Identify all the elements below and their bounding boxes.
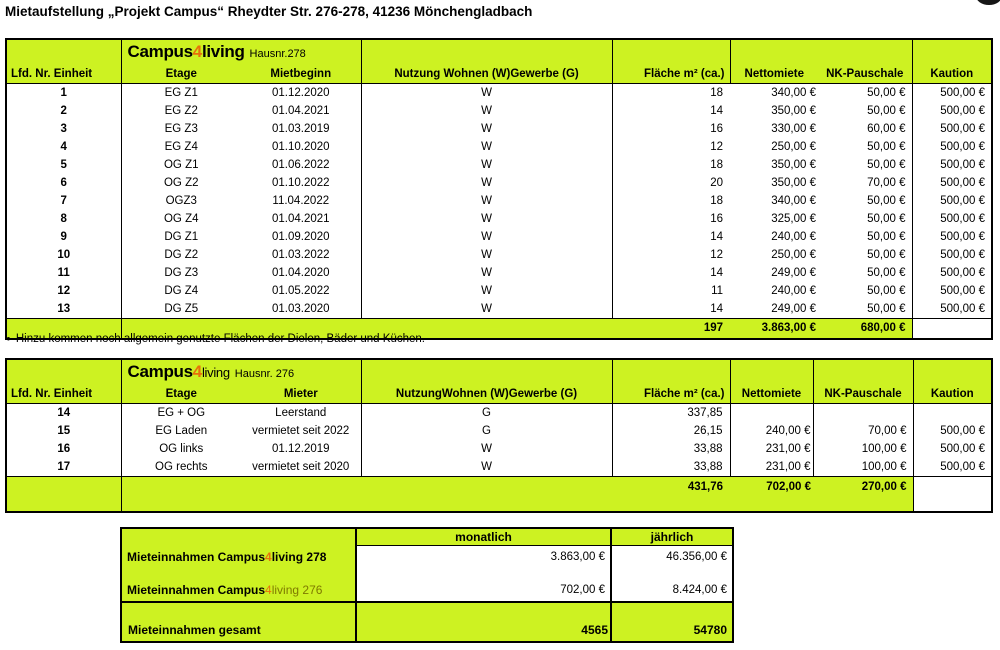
cell-nutzung: W (361, 138, 612, 156)
cell-flaeche: 18 (612, 192, 730, 210)
brand-276: Campus4living Hausnr. 276 (121, 359, 361, 386)
cell-nutzung: W (361, 156, 612, 174)
table-row (6, 264, 992, 282)
summary-yearly-278: 46.356,00 € (666, 551, 727, 563)
summary-monthly-values (356, 546, 611, 603)
brand-four: 4 (192, 42, 202, 61)
totals-row-276 (6, 477, 992, 513)
table-row (6, 300, 992, 319)
totals-flaeche: 431,76 (121, 477, 730, 513)
cell-etage: DG Z4 (121, 282, 241, 300)
cell-etage: EG Z3 (121, 120, 241, 138)
cell-lfd-nr: 11 (57, 267, 70, 279)
cell-nk: 50,00 € (867, 195, 906, 207)
cell-nk: 50,00 € (867, 213, 906, 225)
cell-etage: OG Z4 (121, 210, 241, 228)
cell-nk: 50,00 € (867, 231, 906, 243)
cell-nk: 50,00 € (867, 303, 906, 315)
header-spacer (912, 39, 992, 66)
cell-flaeche: 18 (612, 84, 730, 103)
cell-nutzung: W (361, 228, 612, 246)
cell-kaution: 500,00 € (912, 300, 992, 319)
table-row (6, 282, 992, 300)
brand-campus: Campus4living (127, 42, 245, 61)
summary-monthly-276: 702,00 € (560, 584, 605, 596)
cell-mietbeginn: 01.06.2022 (271, 159, 330, 171)
summary-header-spacer (121, 528, 356, 546)
cell-nettomiete: 240,00 € (730, 422, 813, 440)
summary-monthly-278: 3.863,00 € (550, 551, 605, 563)
cell-nettomiete: 350,00 € (771, 159, 817, 171)
column-header-kaution: Kaution (912, 66, 992, 84)
cell-kaution: 500,00 € (912, 264, 992, 282)
column-header-nettomiete: Nettomiete (730, 386, 813, 404)
cell-nettomiete (730, 404, 813, 423)
cell-kaution: 500,00 € (913, 422, 992, 440)
cell-nettomiete: 240,00 € (771, 285, 817, 297)
column-header-nutzung: Nutzung Wohnen (W)Gewerbe (G) (361, 66, 612, 84)
cell-flaeche: 33,88 (612, 440, 730, 458)
cell-nettomiete: 350,00 € (771, 105, 817, 117)
bullet-icon: ● (6, 334, 11, 343)
cell-kaution: 500,00 € (912, 210, 992, 228)
cell-flaeche: 12 (612, 138, 730, 156)
cell-nettomiete: 231,00 € (730, 458, 813, 477)
brand-campus: Campus4 (127, 362, 202, 381)
cell-nutzung: W (361, 210, 612, 228)
cell-kaution: 500,00 € (912, 120, 992, 138)
column-header-nk: NK-Pauschale (818, 66, 912, 84)
summary-total-label: Mieteinnahmen gesamt (121, 602, 356, 642)
cell-nk: 70,00 € (813, 422, 913, 440)
cell-nk: 60,00 € (867, 123, 906, 135)
cell-mietbeginn: 01.03.2022 (271, 249, 330, 261)
cell-kaution: 500,00 € (912, 138, 992, 156)
cell-lfd-nr: 12 (57, 285, 71, 297)
cell-lfd-nr: 13 (57, 303, 71, 315)
cell-flaeche: 14 (612, 102, 730, 120)
cell-nettomiete: 250,00 € (771, 249, 817, 261)
cell-kaution: 500,00 € (912, 174, 992, 192)
cell-kaution: 500,00 € (912, 228, 992, 246)
cell-lfd-nr: 7 (60, 195, 67, 207)
cell-flaeche: 12 (612, 246, 730, 264)
cell-etage: EG + OG (121, 404, 241, 423)
header-spacer (6, 359, 121, 386)
table-row (6, 422, 992, 440)
cell-mietbeginn: 01.10.2020 (271, 141, 330, 153)
cell-lfd-nr: 2 (60, 105, 67, 117)
table-row (6, 458, 992, 477)
table-row (6, 156, 992, 174)
cell-lfd-nr: 5 (60, 159, 67, 171)
summary-labels (121, 546, 356, 603)
header-spacer (730, 359, 813, 386)
column-header-etage: Etage (121, 386, 241, 404)
cell-nutzung: W (361, 120, 612, 138)
cell-flaeche: 14 (612, 264, 730, 282)
cell-nettomiete: 330,00 € (771, 123, 817, 135)
cell-mieter: vermietet seit 2020 (252, 461, 350, 473)
totals-kaution-empty (912, 319, 992, 340)
summary-header-jaehrlich: jährlich (611, 528, 733, 546)
brand-four: 4 (192, 362, 202, 381)
note-common-areas: ● Hinzu kommen noch allgemein genutzte Flächen der Dielen, Bäder und Küchen. (6, 333, 425, 345)
cell-nk: 50,00 € (867, 141, 906, 153)
rent-table-276 (5, 358, 993, 513)
cell-nk: 50,00 € (867, 285, 906, 297)
cell-kaution: 500,00 € (912, 282, 992, 300)
cell-nettomiete: 231,00 € (730, 440, 813, 458)
cell-flaeche: 26,15 (612, 422, 730, 440)
cell-mieter: vermietet seit 2022 (252, 425, 350, 437)
table-row (6, 404, 992, 423)
cell-mieter: Leerstand (275, 407, 327, 419)
cell-kaution: 500,00 € (913, 458, 992, 477)
cell-flaeche: 337,85 (612, 404, 730, 423)
column-header-nutzung: NutzungWohnen (W)Gewerbe (G) (361, 386, 612, 404)
table-row (6, 210, 992, 228)
cell-nutzung: G (361, 404, 612, 423)
summary-total-yearly: 54780 (611, 602, 733, 642)
header-spacer (361, 39, 612, 66)
cell-nutzung: W (361, 174, 612, 192)
column-header-kaution: Kaution (913, 386, 992, 404)
cell-kaution: 500,00 € (912, 192, 992, 210)
cell-etage: DG Z2 (121, 246, 241, 264)
cell-nettomiete: 350,00 € (771, 177, 817, 189)
cell-mietbeginn: 01.04.2021 (271, 105, 330, 117)
cell-mietbeginn: 11.04.2022 (272, 195, 330, 207)
cell-lfd-nr: 1 (60, 87, 67, 99)
header-spacer (612, 39, 730, 66)
page-corner-dot-icon (976, 0, 1000, 5)
totals-nk: 680,00 € (818, 319, 912, 340)
header-spacer (612, 359, 730, 386)
cell-nk: 50,00 € (867, 249, 906, 261)
cell-mietbeginn: 01.05.2022 (271, 285, 330, 297)
cell-lfd-nr: 17 (57, 461, 71, 473)
totals-flaeche: 197 (121, 319, 730, 340)
rent-table-278 (5, 38, 993, 340)
summary-label-276: Mieteinnahmen Campus4living 276 (127, 582, 323, 597)
cell-nk: 70,00 € (867, 177, 906, 189)
totals-nk: 270,00 € (813, 477, 913, 513)
cell-etage: DG Z5 (121, 300, 241, 319)
cell-lfd-nr: 3 (60, 123, 67, 135)
column-header-lfd: Lfd. Nr. Einheit (6, 66, 121, 84)
table-row (6, 192, 992, 210)
column-header-etage: Etage (121, 66, 241, 84)
cell-etage: EG Z2 (121, 102, 241, 120)
totals-nettomiete: 702,00 € (730, 477, 813, 513)
cell-kaution: 500,00 € (912, 156, 992, 174)
cell-flaeche: 18 (612, 156, 730, 174)
totals-spacer (6, 477, 121, 513)
cell-lfd-nr: 6 (60, 177, 67, 189)
header-spacer (913, 359, 992, 386)
header-spacer (361, 359, 612, 386)
cell-nettomiete: 325,00 € (771, 213, 817, 225)
cell-etage: OG Z1 (121, 156, 241, 174)
cell-kaution: 500,00 € (912, 102, 992, 120)
cell-nutzung: G (361, 422, 612, 440)
cell-nk: 50,00 € (867, 105, 906, 117)
totals-nettomiete: 3.863,00 € (730, 319, 818, 340)
cell-nutzung: W (361, 84, 612, 103)
cell-lfd-nr: 8 (60, 213, 67, 225)
cell-nk: 100,00 € (813, 440, 913, 458)
cell-nk: 50,00 € (867, 87, 906, 99)
cell-lfd-nr: 10 (57, 249, 71, 261)
cell-kaution (913, 404, 992, 423)
cell-flaeche: 16 (612, 210, 730, 228)
cell-flaeche: 16 (612, 120, 730, 138)
cell-mietbeginn: 01.10.2022 (271, 177, 330, 189)
cell-mietbeginn: 01.12.2020 (271, 87, 330, 99)
table-row (6, 246, 992, 264)
cell-mietbeginn: 01.04.2021 (271, 213, 330, 225)
cell-mietbeginn: 01.04.2020 (271, 267, 330, 279)
cell-nettomiete: 249,00 € (771, 267, 817, 279)
cell-kaution: 500,00 € (912, 246, 992, 264)
totals-kaution-empty (913, 477, 992, 513)
cell-nettomiete: 249,00 € (771, 303, 817, 315)
cell-etage: DG Z3 (121, 264, 241, 282)
header-spacer (6, 39, 121, 66)
cell-nettomiete: 340,00 € (771, 195, 817, 207)
summary-label-278: Mieteinnahmen Campus4living 278 (127, 549, 327, 564)
cell-nettomiete: 250,00 € (771, 141, 817, 153)
table-row (6, 84, 992, 103)
cell-flaeche: 14 (612, 300, 730, 319)
cell-nutzung: W (361, 282, 612, 300)
cell-etage: EG Z4 (121, 138, 241, 156)
cell-lfd-nr: 4 (60, 141, 67, 153)
cell-nk: 100,00 € (813, 458, 913, 477)
cell-nettomiete: 240,00 € (771, 231, 817, 243)
cell-nutzung: W (361, 300, 612, 319)
table-row (6, 174, 992, 192)
summary-table (120, 527, 734, 643)
cell-mieter: 01.12.2019 (271, 443, 330, 455)
cell-flaeche: 11 (612, 282, 730, 300)
brand-278 (121, 39, 361, 66)
cell-nk: 50,00 € (867, 159, 906, 171)
cell-flaeche: 20 (612, 174, 730, 192)
brand-hausnr: Hausnr.278 (249, 48, 306, 60)
column-header-nettomiete: Nettomiete (730, 66, 818, 84)
column-header-flaeche: Fläche m² (ca.) (612, 66, 730, 84)
cell-nutzung: W (361, 246, 612, 264)
cell-nutzung: W (361, 458, 612, 477)
column-header-flaeche: Fläche m² (ca.) (612, 386, 730, 404)
table-row (6, 120, 992, 138)
summary-total-monthly: 4565 (356, 602, 611, 642)
cell-nettomiete: 340,00 € (771, 87, 817, 99)
cell-lfd-nr: 15 (57, 425, 71, 437)
table-row (6, 138, 992, 156)
summary-header-monatlich: monatlich (356, 528, 611, 546)
cell-flaeche: 14 (612, 228, 730, 246)
cell-mietbeginn: 01.03.2019 (271, 123, 330, 135)
cell-flaeche: 33,88 (612, 458, 730, 477)
cell-etage: OG rechts (121, 458, 241, 477)
cell-kaution: 500,00 € (912, 84, 992, 103)
column-header-mieter: Mieter (241, 386, 361, 404)
cell-lfd-nr: 14 (57, 407, 71, 419)
summary-yearly-values (611, 546, 733, 603)
cell-etage: OGZ3 (121, 192, 241, 210)
cell-mietbeginn: 01.03.2020 (271, 303, 330, 315)
column-header-nk: NK-Pauschale (813, 386, 913, 404)
column-header-mietbeginn: Mietbeginn (241, 66, 361, 84)
header-spacer (730, 39, 912, 66)
cell-nutzung: W (361, 192, 612, 210)
cell-etage: OG Z2 (121, 174, 241, 192)
page-title: Mietaufstellung „Projekt Campus“ Rheydter Str. 276-278, 41236 Mönchengladbach (5, 4, 533, 19)
column-header-lfd: Lfd. Nr. Einheit (6, 386, 121, 404)
table-row (6, 440, 992, 458)
cell-nk: 50,00 € (867, 267, 906, 279)
cell-nk (813, 404, 913, 423)
cell-etage: OG links (121, 440, 241, 458)
cell-kaution: 500,00 € (913, 440, 992, 458)
cell-lfd-nr: 16 (57, 443, 71, 455)
table-row (6, 228, 992, 246)
cell-mietbeginn: 01.09.2020 (271, 231, 330, 243)
table-row (6, 102, 992, 120)
cell-lfd-nr: 9 (60, 231, 67, 243)
cell-etage: EG Laden (121, 422, 241, 440)
cell-nutzung: W (361, 264, 612, 282)
cell-nutzung: W (361, 440, 612, 458)
header-spacer (813, 359, 913, 386)
cell-etage: DG Z1 (121, 228, 241, 246)
summary-yearly-276: 8.424,00 € (672, 584, 727, 596)
brand-hausnr: Hausnr. 276 (234, 368, 295, 380)
cell-etage: EG Z1 (121, 84, 241, 103)
cell-nutzung: W (361, 102, 612, 120)
